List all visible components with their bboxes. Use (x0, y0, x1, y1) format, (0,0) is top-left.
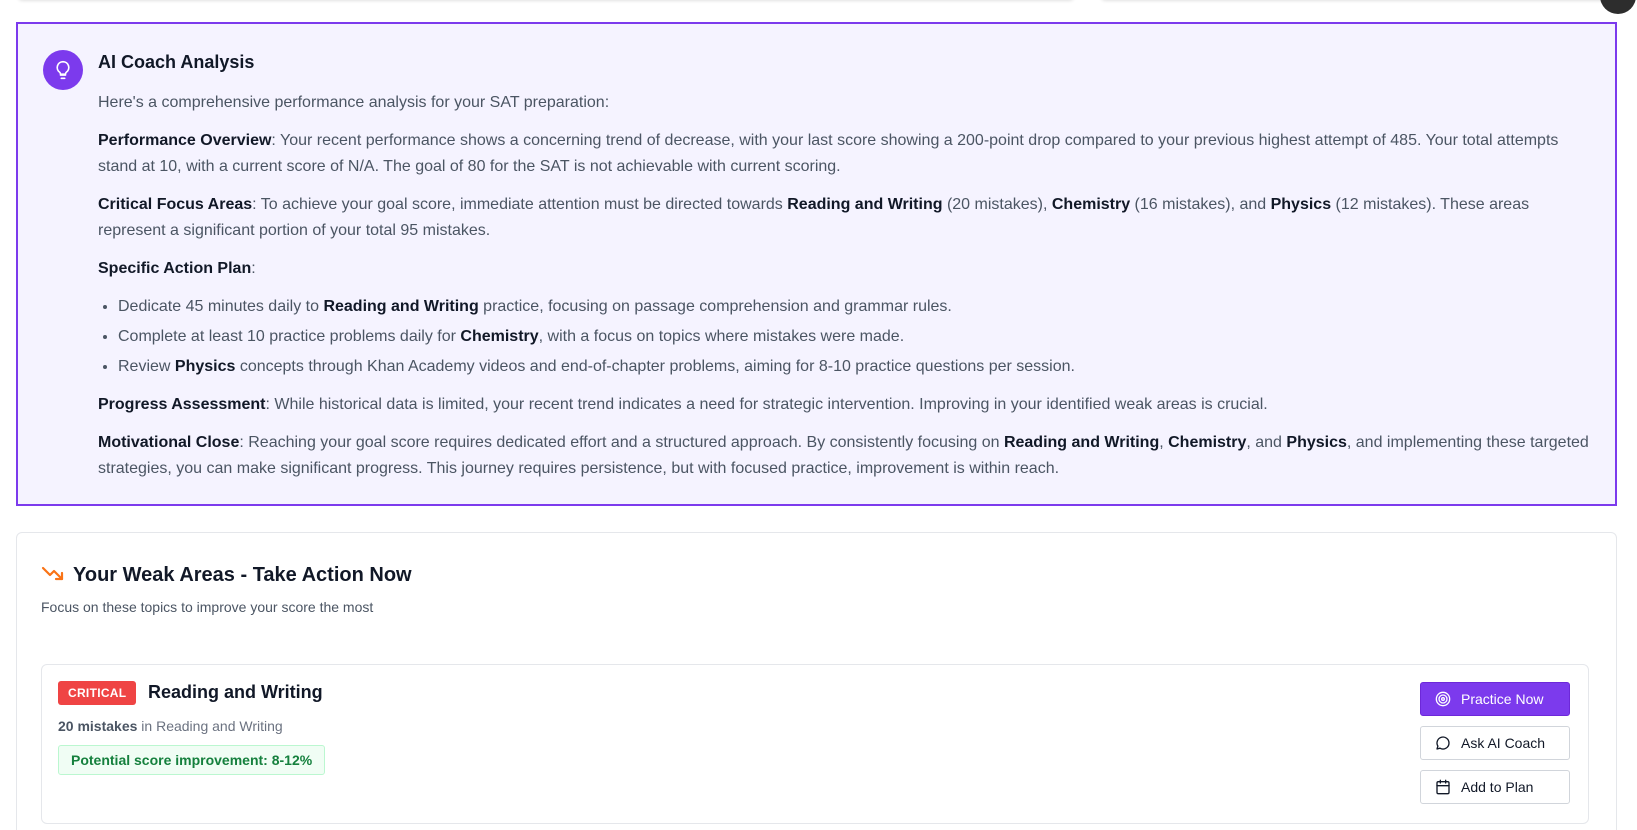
focus-subject: Physics (1270, 196, 1332, 213)
improvement-chip: Potential score improvement: 8-12% (58, 745, 325, 775)
list-item-text: , with a focus on topics where mistakes were made. (538, 328, 905, 345)
list-item-text: Dedicate 45 minutes daily to (118, 298, 324, 315)
weak-areas-title: Your Weak Areas - Take Action Now (73, 564, 412, 586)
list-item-subject: Reading and Writing (323, 298, 479, 315)
practice-now-label: Practice Now (1461, 691, 1544, 707)
mistakes-count: 20 mistakes (58, 718, 138, 734)
list-item-text: practice, focusing on passage comprehension and grammar rules. (478, 298, 952, 315)
practice-now-button[interactable] (1420, 682, 1570, 716)
progress-assessment (98, 392, 1598, 418)
list-item (118, 324, 1598, 350)
motive-subject: Chemistry (1168, 434, 1247, 451)
progress-text: : While historical data is limited, your recent trend indicates a need for strategic intervention. Improving in your identified weak areas is crucial. (265, 396, 1268, 413)
motive-subject: Reading and Writing (1003, 434, 1160, 451)
add-to-plan-label: Add to Plan (1461, 779, 1534, 795)
list-item-text: concepts through Khan Academy videos and end-of-chapter problems, aiming for 8-10 practice questions per session. (235, 358, 1075, 375)
list-item (118, 354, 1598, 380)
coach-analysis-text (98, 90, 1598, 494)
focus-subject: Reading and Writing (787, 196, 943, 213)
list-item (118, 294, 1598, 320)
weak-areas-header (41, 561, 412, 590)
focus-text: (16 mistakes), and (1130, 196, 1271, 213)
action-plan-heading (98, 256, 1598, 282)
plan-colon: : (251, 260, 256, 277)
mistakes-suffix: in Reading and Writing (137, 718, 283, 734)
list-item-text: Review (118, 358, 175, 375)
overview-label: Performance Overview (98, 132, 272, 149)
calendar-icon (1435, 779, 1451, 795)
critical-focus-areas (98, 192, 1598, 244)
list-item-subject: Chemistry (460, 328, 539, 345)
coach-intro: Here's a comprehensive performance analysis for your SAT preparation: (98, 94, 610, 111)
ask-ai-coach-button[interactable] (1420, 726, 1570, 760)
focus-subject: Chemistry (1051, 196, 1131, 213)
ask-ai-coach-label: Ask AI Coach (1461, 735, 1546, 751)
weak-areas-section (16, 532, 1617, 830)
weak-area-name: Reading and Writing (148, 682, 323, 702)
weak-area-card (41, 664, 1589, 824)
motive-text: , (1159, 434, 1169, 451)
progress-label: Progress Assessment (98, 396, 266, 413)
motive-text: , and (1246, 434, 1287, 451)
motivational-close (98, 430, 1598, 482)
critical-badge: CRITICAL (58, 681, 136, 705)
add-to-plan-button[interactable] (1420, 770, 1570, 804)
motive-label: Motivational Close (98, 434, 240, 451)
focus-label: Critical Focus Areas (98, 196, 253, 213)
list-item-text: Complete at least 10 practice problems daily for (118, 328, 461, 345)
lightbulb-icon (43, 50, 83, 90)
overview-text: : Your recent performance shows a concerning trend of decrease, with your last score showing a 200-point drop compared to your previous highest attempt of 485. Your total attempts stand at 10, with a current score of N/A. The goal of 80 for the SAT is not achievable with current scoring. (98, 132, 1559, 175)
focus-text: (12 mistakes). These areas represent a significant portion of your total 95 mistakes. (98, 196, 1530, 239)
plan-label: Specific Action Plan (98, 260, 252, 277)
focus-text: : To achieve your goal score, immediate attention must be directed towards (252, 196, 788, 213)
focus-text: (20 mistakes), (942, 196, 1052, 213)
motive-text: , and implementing these targeted strategies, you can make significant progress. This journey requires persistence, but with focused practice, improvement is within reach. (98, 434, 1589, 477)
weak-areas-subtitle: Focus on these topics to improve your score the most (41, 599, 374, 615)
coach-title: AI Coach Analysis (98, 52, 255, 72)
list-item-subject: Physics (174, 358, 236, 375)
floating-action-button[interactable] (1600, 0, 1636, 14)
chat-bubble-icon (1435, 735, 1451, 751)
mistakes-summary (58, 718, 283, 734)
target-icon (1435, 691, 1451, 707)
performance-overview (98, 128, 1598, 180)
motive-subject: Physics (1286, 434, 1347, 451)
motive-text: : Reaching your goal score requires dedicated effort and a structured approach. By consistently focusing on (239, 434, 1004, 451)
ai-coach-panel (16, 22, 1617, 506)
action-plan-list (98, 294, 1598, 380)
trending-down-icon (41, 561, 65, 590)
